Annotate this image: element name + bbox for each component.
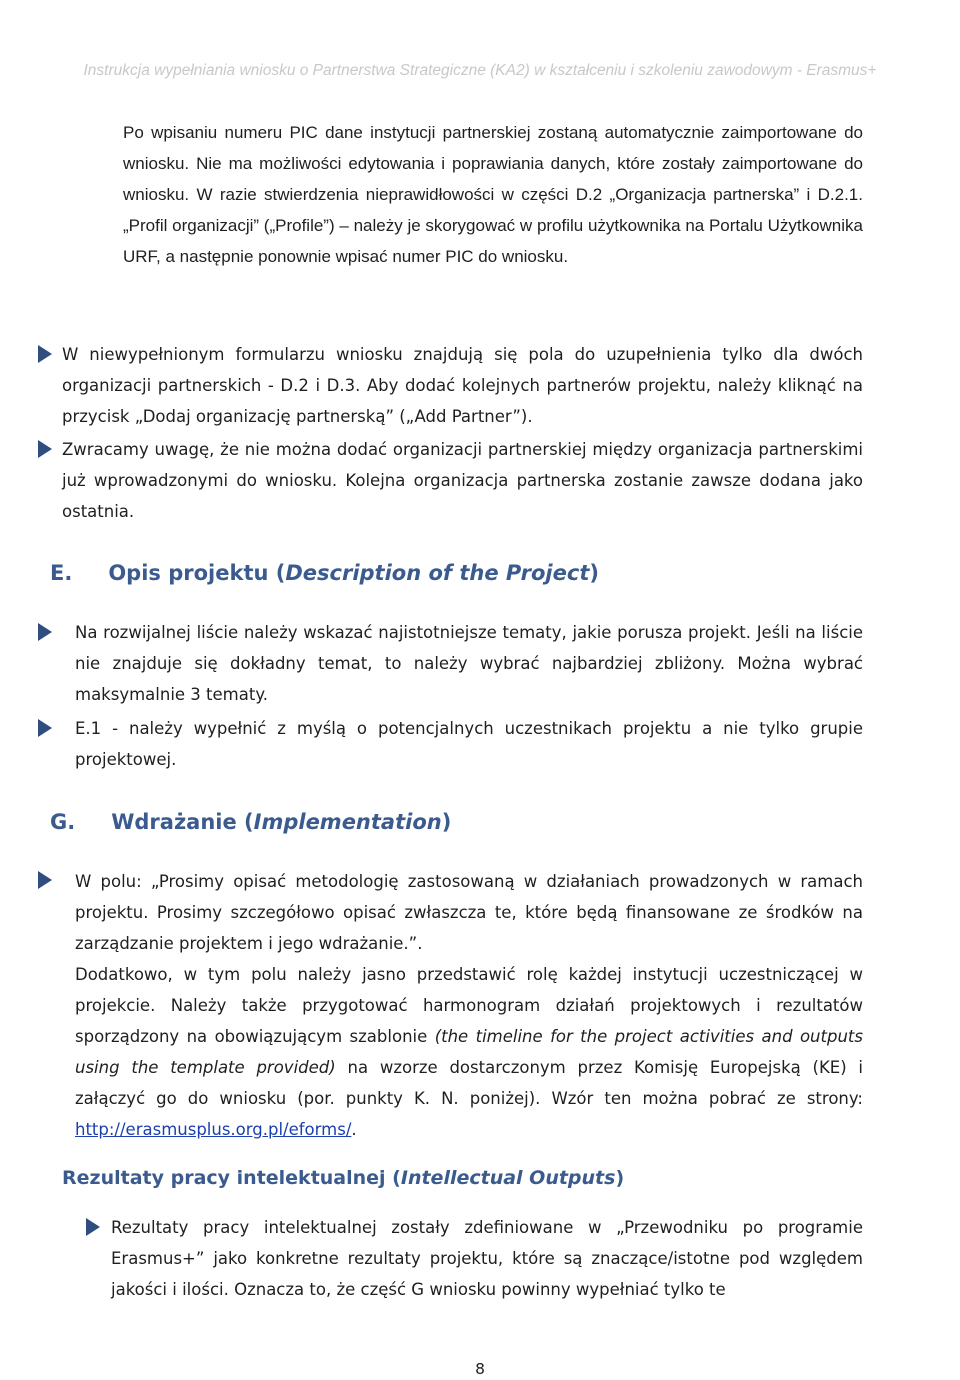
section-title-en: Implementation <box>253 810 442 834</box>
section-title: Wdrażanie ( <box>111 810 254 834</box>
intro-paragraph: Po wpisaniu numeru PIC dane instytucji partnerskiej zostaną automatycznie zaimportowane do wniosku. Nie ma możliwości edytowania i poprawiania danych, które zostały zaimportowane do wniosku. W razie stwierdzenia nieprawidłowości w części D.2 „Organizacja partnerska” i D.2.1. „Profil organizacji” („Profile”) – należy je skorygować w profilu użytkownika na Portalu Użytkownika URF, a następnie ponownie wpisać numer PIC do wniosku. <box>123 123 863 266</box>
bullet-paragraph-g <box>75 866 863 1145</box>
triangle-bullet-icon <box>86 1218 100 1236</box>
page-number: 8 <box>475 1360 485 1378</box>
triangle-bullet-icon <box>38 440 52 458</box>
bullet-paragraph: Na rozwijalnej liście należy wskazać najistotniejsze tematy, jakie porusza projekt. Jeśli na liście nie znajduje się dokładny temat, to należy wybrać najbardziej zbliżony. Można wybrać maksymalnie 3 tematy. <box>75 623 863 704</box>
g-text-italic: (the timeline for the project activities and outputs using the template provided) <box>75 1027 863 1077</box>
triangle-bullet-icon <box>38 623 52 641</box>
triangle-bullet-icon <box>38 871 52 889</box>
g-after-link: . <box>351 1120 357 1139</box>
g-text-3: na wzorze dostarczonym przez Komisję Europejską (KE) i załączyć go do wniosku (por. punkty K. N. poniżej). Wzór ten można pobrać ze strony: <box>75 1058 864 1108</box>
bullet-paragraph: E.1 - należy wypełnić z myślą o potencjalnych uczestnikach projektu a nie tylko grupie projektowej. <box>75 719 863 769</box>
g-text-2: Dodatkowo, w tym polu należy jasno przedstawić rolę każdej instytucji uczestniczącej w projekcie. Należy także przygotować harmonogram działań projektowych i rezultatów sporządzony na obowiązującym szablonie <box>75 965 863 1046</box>
section-title-close: ) <box>441 810 452 834</box>
intellectual-outputs-heading <box>62 1167 624 1189</box>
section-title-en: Description of the Project <box>285 561 590 585</box>
triangle-bullet-icon <box>38 345 52 363</box>
section-e-heading <box>50 561 599 585</box>
bullet-paragraph: W niewypełnionym formularzu wniosku znajdują się pola do uzupełnienia tylko dla dwóch organizacji partnerskich - D.2 i D.3. Aby dodać kolejnych partnerów projektu, należy kliknąć na przycisk „Dodaj organizację partnerską” („Add Partner”). <box>62 345 863 426</box>
section-title-close: ) <box>589 561 599 585</box>
section-letter: E. <box>50 561 73 585</box>
triangle-bullet-icon <box>38 719 52 737</box>
eforms-link[interactable]: http://erasmusplus.org.pl/eforms/ <box>75 1120 352 1139</box>
section-title-close: ) <box>615 1167 625 1189</box>
running-header: Instrukcja wypełniania wniosku o Partnerstwa Strategiczne (KA2) w kształceniu i szkoleniu zawodowym - Erasmus+ <box>83 62 877 79</box>
section-title-en: Intellectual Outputs <box>400 1167 616 1189</box>
section-g-heading <box>50 810 451 834</box>
g-text-1: W polu: „Prosimy opisać metodologię zastosowaną w działaniach prowadzonych w ramach projektu. Prosimy szczegółowo opisać zwłaszcza te, które będą finansowane ze środków na zarządzanie projektem i jego wdrażanie.”. <box>75 872 863 953</box>
bullet-paragraph: Zwracamy uwagę, że nie można dodać organizacji partnerskiej między organizacja partnerskimi już wprowadzonymi do wniosku. Kolejna organizacja partnerska zostanie zawsze dodana jako ostatnia. <box>62 440 863 521</box>
bullet-paragraph: Rezultaty pracy intelektualnej zostały zdefiniowane w „Przewodniku po programie Erasmus+” jako konkretne rezultaty projektu, które są znaczące/istotne pod względem jakości i ilości. Oznacza to, że część G wniosku powinny wypełniać tylko te <box>111 1218 863 1299</box>
section-letter: G. <box>50 810 76 834</box>
section-title: Rezultaty pracy intelektualnej ( <box>62 1167 401 1189</box>
section-title: Opis projektu ( <box>108 561 286 585</box>
